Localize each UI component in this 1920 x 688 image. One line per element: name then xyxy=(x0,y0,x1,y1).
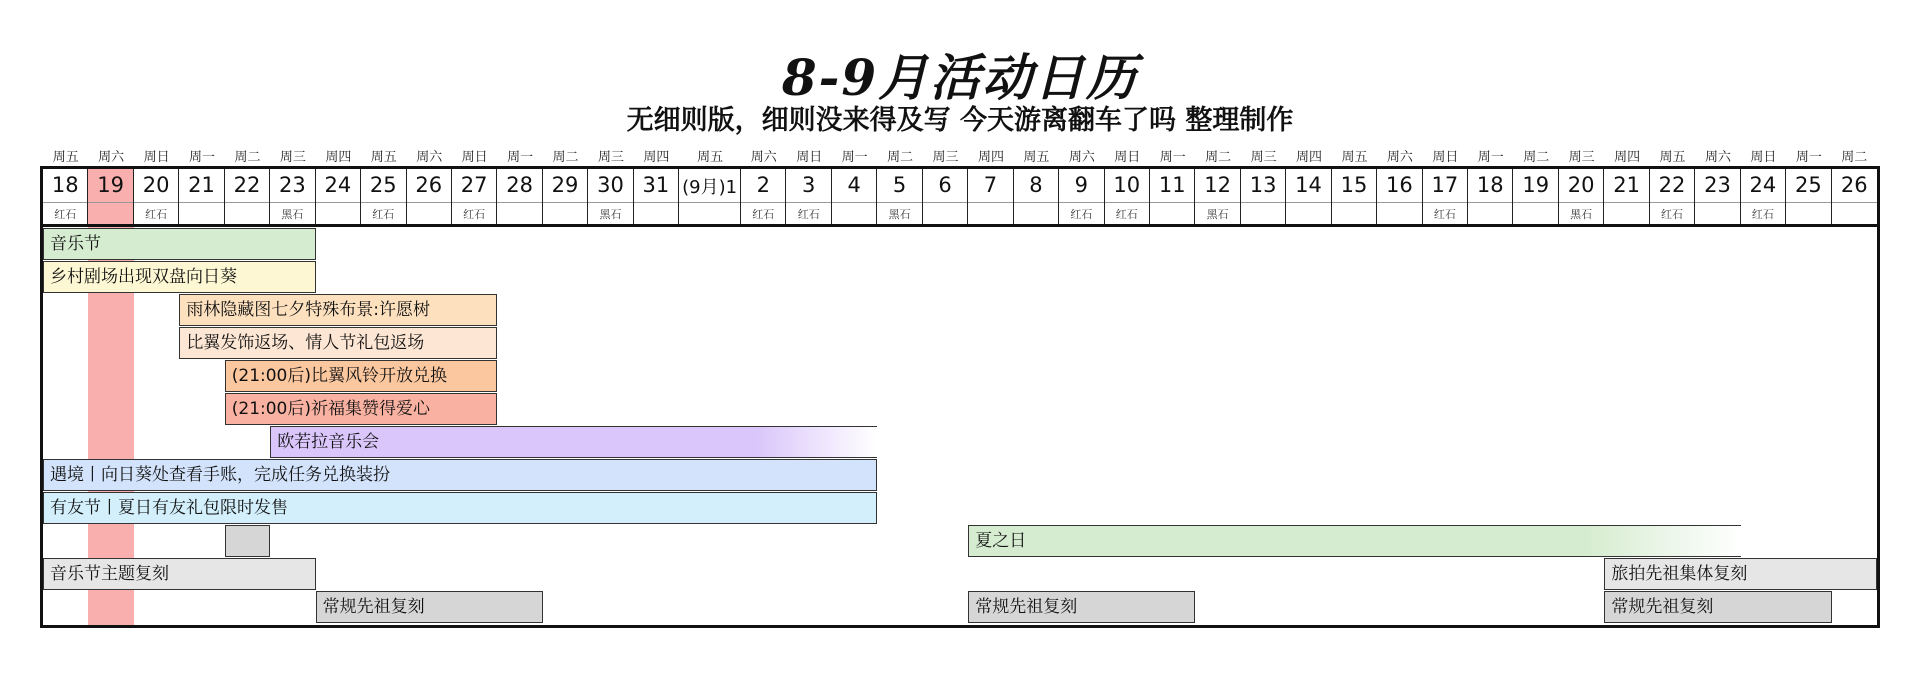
stone-divider xyxy=(407,202,451,203)
weekday-label: 周三 xyxy=(932,150,959,165)
event-bar: 雨林隐藏图七夕特殊布景:许愿树 xyxy=(179,294,497,326)
day-cell xyxy=(88,169,133,224)
stone-label: 红石 xyxy=(752,208,775,221)
event-bar xyxy=(225,525,270,557)
stone-divider xyxy=(786,202,830,203)
weekday-label: 周五 xyxy=(52,150,79,165)
weekday-label: 周六 xyxy=(98,150,125,165)
event-bar: 遇境丨向日葵处查看手账，完成任务兑换装扮 xyxy=(43,459,877,491)
day-cell xyxy=(497,169,542,224)
weekday-label: 周六 xyxy=(750,150,777,165)
event-bar: 常规先祖复刻 xyxy=(968,591,1195,623)
event-bar: (21:00后)祈福集赞得爱心 xyxy=(225,393,498,425)
day-number: (9月)1 xyxy=(682,177,738,198)
day-cell xyxy=(316,169,361,224)
day-cell xyxy=(832,169,877,224)
stone-divider xyxy=(1059,202,1103,203)
day-number: 19 xyxy=(97,173,125,197)
stone-label: 红石 xyxy=(463,208,486,221)
day-number: 11 xyxy=(1158,173,1186,197)
stone-label: 红石 xyxy=(1115,208,1138,221)
day-cell xyxy=(1241,169,1286,224)
stone-divider xyxy=(497,202,541,203)
day-number: 22 xyxy=(1658,173,1686,197)
day-number: 13 xyxy=(1249,173,1277,197)
stone-divider xyxy=(1423,202,1467,203)
event-bar: 音乐节主题复刻 xyxy=(43,558,316,590)
day-number: 23 xyxy=(279,173,306,197)
stone-divider xyxy=(1468,202,1512,203)
day-cell xyxy=(1195,169,1240,224)
day-cell xyxy=(1286,169,1331,224)
stone-divider xyxy=(877,202,921,203)
stone-divider xyxy=(741,202,785,203)
weekday-label: 周二 xyxy=(887,150,914,165)
weekday-label: 周二 xyxy=(234,150,261,165)
weekday-label: 周一 xyxy=(507,150,534,165)
day-number: 18 xyxy=(1476,173,1504,197)
day-cell xyxy=(452,169,497,224)
day-cell xyxy=(1468,169,1513,224)
weekday-label: 周五 xyxy=(1023,150,1050,165)
day-cell xyxy=(270,169,315,224)
stone-divider xyxy=(1195,202,1239,203)
day-number: 28 xyxy=(506,173,533,197)
weekday-label: 周四 xyxy=(1614,150,1641,165)
weekday-label: 周六 xyxy=(416,150,443,165)
day-cell xyxy=(179,169,224,224)
day-cell xyxy=(679,169,741,224)
weekday-label: 周六 xyxy=(1704,150,1731,165)
weekday-label: 周四 xyxy=(977,150,1004,165)
day-number: 7 xyxy=(983,173,998,197)
calendar-grid xyxy=(40,166,1880,628)
day-cell xyxy=(543,169,588,224)
day-number: 12 xyxy=(1204,173,1231,197)
day-number: 24 xyxy=(324,173,352,197)
stone-label: 红石 xyxy=(54,208,77,221)
day-cell xyxy=(1559,169,1604,224)
event-bar: 旅拍先祖集体复刻 xyxy=(1604,558,1877,590)
stone-divider xyxy=(1695,202,1739,203)
stone-label: 红石 xyxy=(372,208,395,221)
stone-divider xyxy=(1604,202,1648,203)
stone-divider xyxy=(1241,202,1285,203)
weekday-label: 周六 xyxy=(1386,150,1413,165)
day-cell xyxy=(1786,169,1831,224)
day-number: 16 xyxy=(1386,173,1413,197)
header-divider xyxy=(43,224,1877,227)
day-cell xyxy=(1059,169,1104,224)
day-cell xyxy=(923,169,968,224)
page-title: 8-9月活动日历 xyxy=(781,48,1139,107)
day-number: 21 xyxy=(188,173,215,197)
weekday-label: 周二 xyxy=(1523,150,1550,165)
stone-divider xyxy=(361,202,405,203)
stone-divider xyxy=(270,202,314,203)
stone-divider xyxy=(88,202,132,203)
day-number: 30 xyxy=(597,173,624,197)
day-number: 18 xyxy=(51,173,79,197)
weekday-label: 周五 xyxy=(1659,150,1686,165)
stone-divider xyxy=(1741,202,1785,203)
day-cell xyxy=(741,169,786,224)
event-bar: 乡村剧场出现双盘向日葵 xyxy=(43,261,316,293)
weekday-label: 周日 xyxy=(461,150,488,165)
stone-divider xyxy=(179,202,223,203)
day-number: 2 xyxy=(756,173,770,197)
day-cell xyxy=(1650,169,1695,224)
weekday-label: 周一 xyxy=(1795,150,1822,165)
weekday-label: 周四 xyxy=(1296,150,1323,165)
day-cell xyxy=(134,169,179,224)
day-number: 25 xyxy=(1794,173,1822,197)
event-bar: 有友节丨夏日有友礼包限时发售 xyxy=(43,492,877,524)
weekday-label: 周一 xyxy=(1159,150,1186,165)
stone-divider xyxy=(134,202,178,203)
weekday-label: 周日 xyxy=(1432,150,1459,165)
day-cell xyxy=(361,169,406,224)
day-cell xyxy=(1150,169,1195,224)
stone-divider xyxy=(923,202,967,203)
weekday-label: 周三 xyxy=(1250,150,1277,165)
day-number: 19 xyxy=(1522,173,1550,197)
day-cell xyxy=(225,169,270,224)
weekday-label: 周日 xyxy=(143,150,170,165)
stone-divider xyxy=(1513,202,1557,203)
day-number: 4 xyxy=(847,173,861,197)
day-number: 27 xyxy=(460,173,488,197)
event-bar: 比翼发饰返场、情人节礼包返场 xyxy=(179,327,497,359)
day-cell xyxy=(1423,169,1468,224)
weekday-label: 周三 xyxy=(279,150,306,165)
day-number: 9 xyxy=(1074,173,1089,197)
day-cell xyxy=(1604,169,1649,224)
stone-divider xyxy=(1832,202,1877,203)
day-number: 6 xyxy=(938,173,952,197)
stone-label: 黑石 xyxy=(1570,208,1593,221)
stone-divider xyxy=(679,202,740,203)
day-cell xyxy=(588,169,633,224)
stone-label: 黑石 xyxy=(281,208,304,221)
weekday-label: 周一 xyxy=(1477,150,1504,165)
stone-divider xyxy=(1332,202,1376,203)
stone-divider xyxy=(1559,202,1603,203)
weekday-label: 周四 xyxy=(643,150,670,165)
day-number: 15 xyxy=(1340,173,1368,197)
day-cell xyxy=(1377,169,1422,224)
day-number: 8 xyxy=(1029,173,1043,197)
stone-divider xyxy=(588,202,632,203)
day-number: 3 xyxy=(802,173,816,197)
weekday-label: 周二 xyxy=(552,150,579,165)
stone-divider xyxy=(316,202,360,203)
event-bar: (21:00后)比翼风铃开放兑换 xyxy=(225,360,498,392)
stone-divider xyxy=(1014,202,1058,203)
day-cell xyxy=(1014,169,1059,224)
stone-label: 红石 xyxy=(1751,208,1774,221)
day-cell xyxy=(877,169,922,224)
stone-divider xyxy=(1377,202,1421,203)
weekday-label: 周三 xyxy=(597,150,624,165)
weekday-label: 周日 xyxy=(796,150,823,165)
day-cell xyxy=(1332,169,1377,224)
stone-label: 红石 xyxy=(145,208,168,221)
weekday-label: 周一 xyxy=(841,150,868,165)
page-subtitle: 无细则版，细则没来得及写 今天游离翻车了吗 整理制作 xyxy=(626,105,1294,136)
weekday-label: 周五 xyxy=(1341,150,1368,165)
day-number: 29 xyxy=(551,173,579,197)
day-number: 21 xyxy=(1613,173,1640,197)
event-bar: 常规先祖复刻 xyxy=(1604,591,1831,623)
day-cell xyxy=(1832,169,1877,224)
event-bar: 夏之日 xyxy=(968,525,1740,557)
day-number: 20 xyxy=(142,173,170,197)
weekday-label: 周一 xyxy=(189,150,216,165)
event-bar: 欧若拉音乐会 xyxy=(270,426,877,458)
weekday-label: 周二 xyxy=(1841,150,1868,165)
stone-label: 黑石 xyxy=(888,208,911,221)
weekday-label: 周日 xyxy=(1114,150,1141,165)
day-cell xyxy=(1695,169,1740,224)
day-number: 14 xyxy=(1295,173,1322,197)
day-number: 5 xyxy=(892,173,907,197)
stone-divider xyxy=(543,202,587,203)
day-number: 20 xyxy=(1567,173,1595,197)
stone-label: 红石 xyxy=(1661,208,1684,221)
stone-divider xyxy=(1105,202,1149,203)
stone-divider xyxy=(968,202,1012,203)
day-number: 10 xyxy=(1113,173,1141,197)
day-number: 26 xyxy=(415,173,443,197)
event-bar: 音乐节 xyxy=(43,228,316,260)
stone-divider xyxy=(1650,202,1694,203)
stone-label: 黑石 xyxy=(599,208,622,221)
stone-divider xyxy=(832,202,876,203)
day-number: 17 xyxy=(1431,173,1459,197)
stone-divider xyxy=(1150,202,1194,203)
stone-divider xyxy=(43,202,87,203)
day-cell xyxy=(1741,169,1786,224)
day-cell xyxy=(1105,169,1150,224)
stone-label: 红石 xyxy=(797,208,820,221)
day-cell xyxy=(968,169,1013,224)
day-cell xyxy=(407,169,452,224)
weekday-label: 周二 xyxy=(1205,150,1232,165)
weekday-label: 周四 xyxy=(325,150,352,165)
stone-label: 红石 xyxy=(1070,208,1093,221)
stone-label: 黑石 xyxy=(1206,208,1229,221)
stone-divider xyxy=(1786,202,1830,203)
day-cell xyxy=(1513,169,1558,224)
day-number: 24 xyxy=(1749,173,1777,197)
day-number: 23 xyxy=(1704,173,1731,197)
day-cell xyxy=(43,169,88,224)
weekday-label: 周六 xyxy=(1068,150,1095,165)
stone-divider xyxy=(225,202,269,203)
day-cell xyxy=(634,169,679,224)
event-bar: 常规先祖复刻 xyxy=(316,591,543,623)
day-number: 22 xyxy=(233,173,261,197)
stone-divider xyxy=(452,202,496,203)
weekday-label: 周五 xyxy=(697,150,724,165)
day-cell xyxy=(786,169,831,224)
day-number: 26 xyxy=(1840,173,1868,197)
stone-divider xyxy=(1286,202,1330,203)
weekday-label: 周日 xyxy=(1750,150,1777,165)
weekday-label: 周三 xyxy=(1568,150,1595,165)
stone-label: 红石 xyxy=(1433,208,1456,221)
day-number: 31 xyxy=(642,173,670,197)
stone-divider xyxy=(634,202,678,203)
day-number: 25 xyxy=(369,173,397,197)
weekday-label: 周五 xyxy=(370,150,397,165)
